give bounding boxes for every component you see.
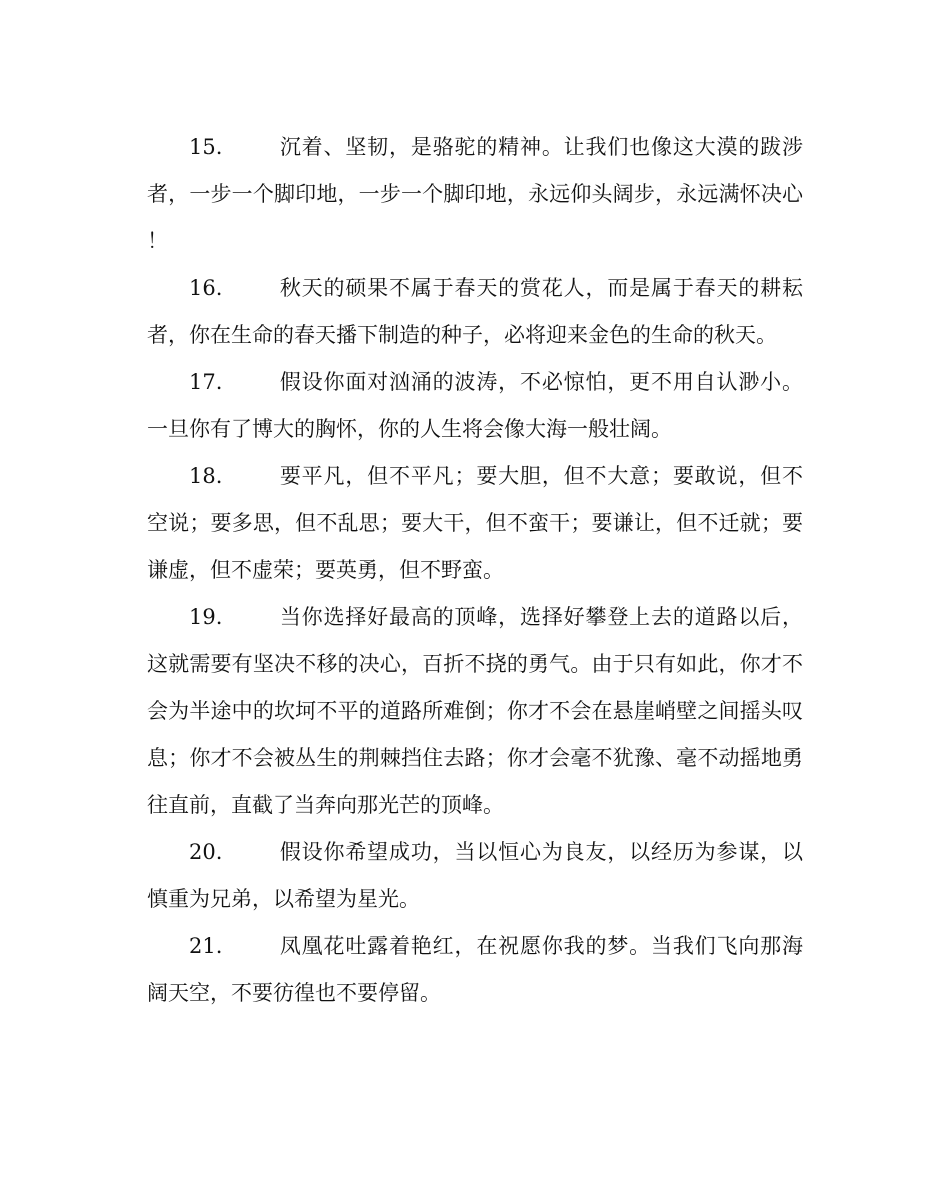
item-text: 当你选择好最高的顶峰，选择好攀登上去的道路以后，这就需要有坚决不移的决心，百折不挠的勇气。由于只有如此，你才不会为半途中的坎坷不平的道路所难倒；你才不会在悬崖峭壁之间摇头叹息；你才不会被丛生的荆棘挡住去路；你才会毫不犹豫、毫不动摇地勇往直前，直截了当奔向那光芒的顶峰。 — [147, 605, 803, 817]
item-text: 沉着、坚韧，是骆驼的精神。让我们也像这大漠的跋涉者，一步一个脚印地，一步一个脚印地，永远仰头阔步，永远满怀决心！ — [147, 135, 803, 253]
item-text: 凤凰花吐露着艳红，在祝愿你我的梦。当我们飞向那海阔天空，不要彷徨也不要停留。 — [147, 934, 803, 1005]
item-text: 要平凡，但不平凡；要大胆，但不大意；要敢说，但不空说；要多思，但不乱思；要大干，但不蛮干；要谦让，但不迁就；要谦虚，但不虚荣；要英勇，但不野蛮。 — [147, 464, 803, 582]
item-text: 假设你希望成功，当以恒心为良友，以经历为参谋，以慎重为兄弟，以希望为星光。 — [147, 840, 803, 911]
paragraph-16 — [147, 265, 803, 359]
item-number: 17. — [189, 370, 223, 394]
paragraph-21 — [147, 923, 803, 1017]
item-text: 假设你面对汹涌的波涛，不必惊怕，更不用自认渺小。一旦你有了博大的胸怀，你的人生将会像大海一般壮阔。 — [147, 370, 803, 441]
item-number: 18. — [189, 464, 223, 488]
item-number: 19. — [189, 605, 223, 629]
paragraph-19 — [147, 594, 803, 829]
document-body — [147, 124, 803, 1017]
item-number: 20. — [189, 840, 223, 864]
item-number: 21. — [189, 934, 223, 958]
item-text: 秋天的硕果不属于春天的赏花人，而是属于春天的耕耘者，你在生命的春天播下制造的种子，必将迎来金色的生命的秋天。 — [147, 276, 803, 347]
item-number: 15. — [189, 135, 223, 159]
paragraph-15 — [147, 124, 803, 265]
paragraph-18 — [147, 453, 803, 594]
paragraph-20 — [147, 829, 803, 923]
item-number: 16. — [189, 276, 223, 300]
paragraph-17 — [147, 359, 803, 453]
